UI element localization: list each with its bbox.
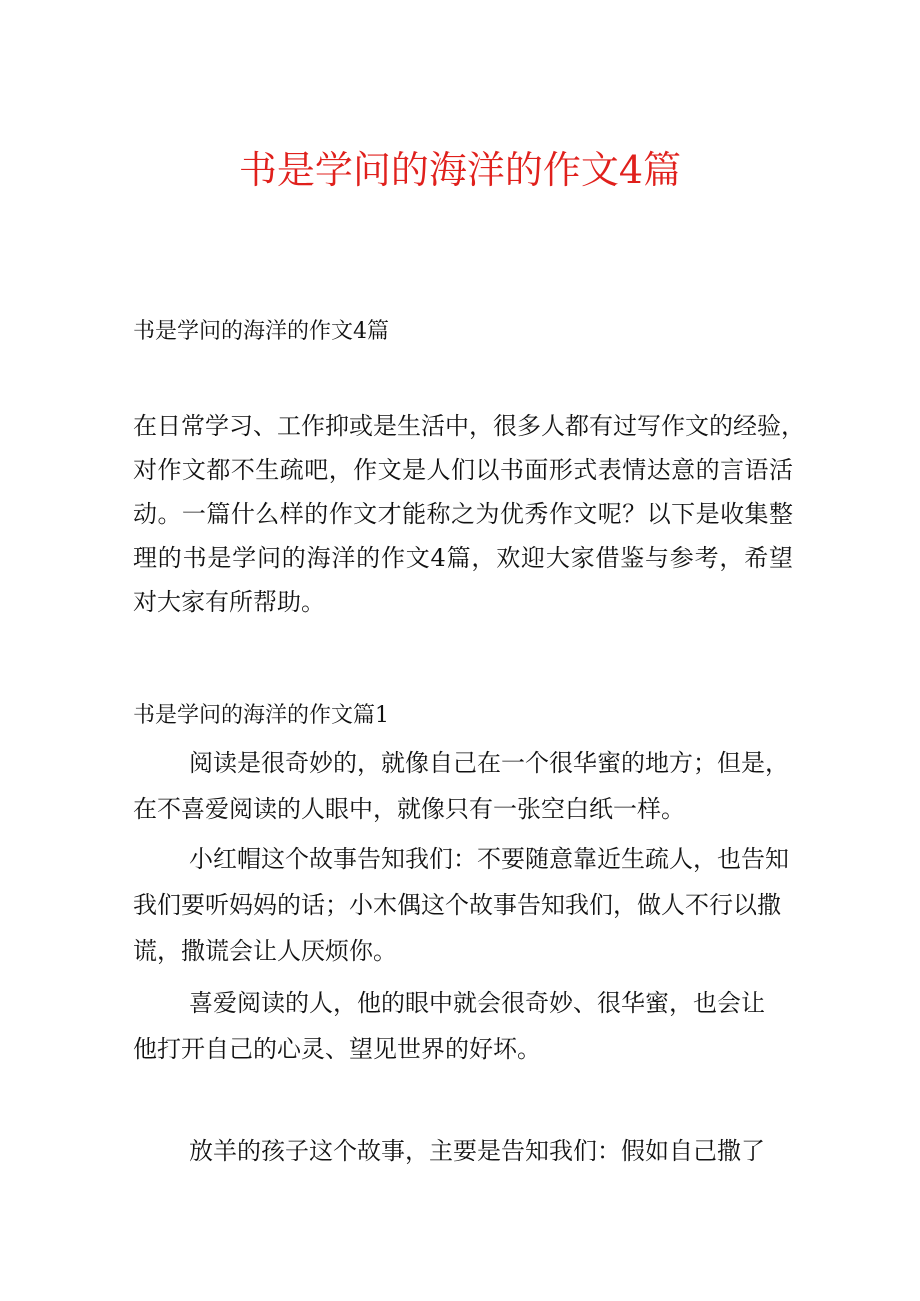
paragraph-line: 喜爱阅读的人，他的眼中就会很奇妙、很华蜜，也会让 — [189, 989, 765, 1017]
body-paragraph — [133, 980, 788, 1072]
body-paragraph — [133, 836, 788, 974]
paragraph-line: 谎，撒谎会让人厌烦你。 — [133, 937, 397, 965]
intro-line: 对大家有所帮助。 — [133, 588, 325, 616]
document-title: 书是学问的海洋的作文4篇 — [238, 148, 682, 192]
document-subtitle: 书是学问的海洋的作文4篇 — [133, 319, 389, 344]
paragraph-line: 他打开自己的心灵、望见世界的好坏。 — [133, 1035, 541, 1063]
paragraph-line: 阅读是很奇妙的，就像自己在一个很华蜜的地方；但是， — [189, 749, 789, 777]
intro-paragraph — [133, 404, 805, 624]
intro-line: 在日常学习、工作抑或是生活中，很多人都有过写作文的经验， — [133, 412, 805, 440]
intro-line: 动。一篇什么样的作文才能称之为优秀作文呢？以下是收集整 — [133, 500, 793, 528]
paragraph-line: 我们要听妈妈的话；小木偶这个故事告知我们，做人不行以撒 — [133, 891, 781, 919]
body-paragraph — [133, 1128, 788, 1174]
intro-line: 理的书是学问的海洋的作文4篇，欢迎大家借鉴与参考，希望 — [133, 544, 793, 572]
body-paragraph — [133, 740, 788, 832]
paragraph-line: 在不喜爱阅读的人眼中，就像只有一张空白纸一样。 — [133, 795, 685, 823]
intro-line: 对作文都不生疏吧，作文是人们以书面形式表情达意的言语活 — [133, 456, 793, 484]
section-title: 书是学问的海洋的作文篇1 — [133, 703, 389, 728]
paragraph-line: 小红帽这个故事告知我们：不要随意靠近生疏人，也告知 — [189, 845, 789, 873]
paragraph-line: 放羊的孩子这个故事，主要是告知我们：假如自己撒了 — [189, 1137, 765, 1165]
